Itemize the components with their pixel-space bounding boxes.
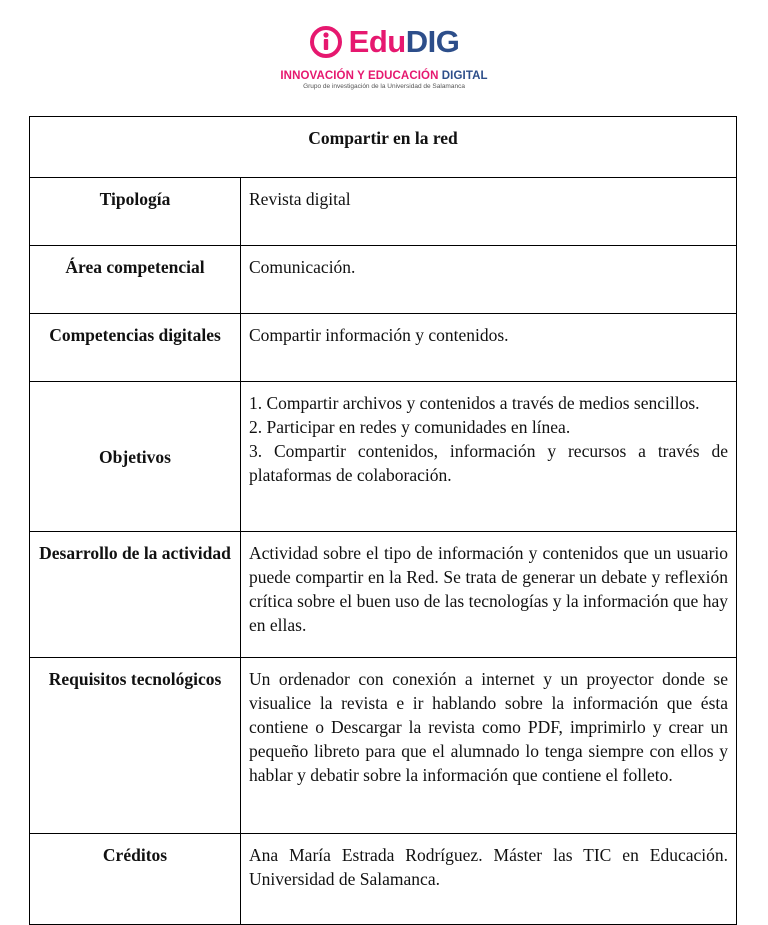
brand-dig: DIG	[405, 24, 460, 59]
tagline-text: INNOVACIÓN Y EDUCACIÓN	[280, 70, 442, 82]
row-value-tipologia: Revista digital	[241, 178, 737, 246]
title-cell	[30, 117, 737, 178]
activity-sheet-table	[29, 116, 737, 925]
row-label-competencias: Competencias digitales	[30, 314, 241, 382]
sheet-title: Compartir en la red	[308, 128, 458, 148]
table-row-competencias	[30, 314, 737, 382]
logo-brand-row	[309, 22, 460, 62]
table-row-objetivos	[30, 382, 737, 532]
objective-item: 3. Compartir contenidos, información y recursos a través de plataformas de colaboración.	[249, 441, 729, 485]
objective-item: 1. Compartir archivos y contenidos a través de medios sencillos.	[249, 393, 700, 413]
edudig-logo	[0, 22, 768, 90]
logo-subtitle: Grupo de investigación de la Universidad de Salamanca	[303, 83, 465, 90]
table-row-requisitos	[30, 658, 737, 834]
table-row-desarrollo	[30, 532, 737, 658]
row-value-competencias: Compartir información y contenidos.	[241, 314, 737, 382]
table-row-area	[30, 246, 737, 314]
row-label-requisitos: Requisitos tecnológicos	[30, 658, 241, 834]
row-label-creditos: Créditos	[30, 834, 241, 925]
row-label-desarrollo: Desarrollo de la actividad	[30, 532, 241, 658]
info-circle-icon	[309, 25, 343, 59]
objective-item: 2. Participar en redes y comunidades en línea.	[249, 417, 571, 437]
row-value-area: Comunicación.	[241, 246, 737, 314]
row-value-creditos: Ana María Estrada Rodríguez. Máster las TIC en Educación. Universidad de Salamanca.	[241, 834, 737, 925]
row-label-area: Área competencial	[30, 246, 241, 314]
row-label-tipologia: Tipología	[30, 178, 241, 246]
brand-edu: Edu	[348, 24, 406, 59]
logo-tagline	[0, 70, 768, 82]
row-value-objetivos	[241, 382, 737, 532]
brand-wordmark	[349, 22, 460, 62]
table-row-creditos	[30, 834, 737, 925]
row-value-desarrollo: Actividad sobre el tipo de información y contenidos que un usuario puede compartir en la Red. Se trata de generar un debate y reflexión crítica sobre el buen uso de las tecnologías y la información que hay en ellas.	[241, 532, 737, 658]
table-row-tipologia	[30, 178, 737, 246]
row-value-requisitos: Un ordenador con conexión a internet y un proyector donde se visualice la revista e ir hablando sobre la información que ésta contiene o Descargar la revista como PDF, imprimirlo y crear un pequeño libreto para que el alumnado lo tenga siempre con ellos y hablar y debatir sobre la información que contiene el folleto.	[241, 658, 737, 834]
row-label-objetivos: Objetivos	[30, 382, 241, 532]
title-row	[30, 117, 737, 178]
tagline-accent: DIGITAL	[441, 70, 488, 82]
